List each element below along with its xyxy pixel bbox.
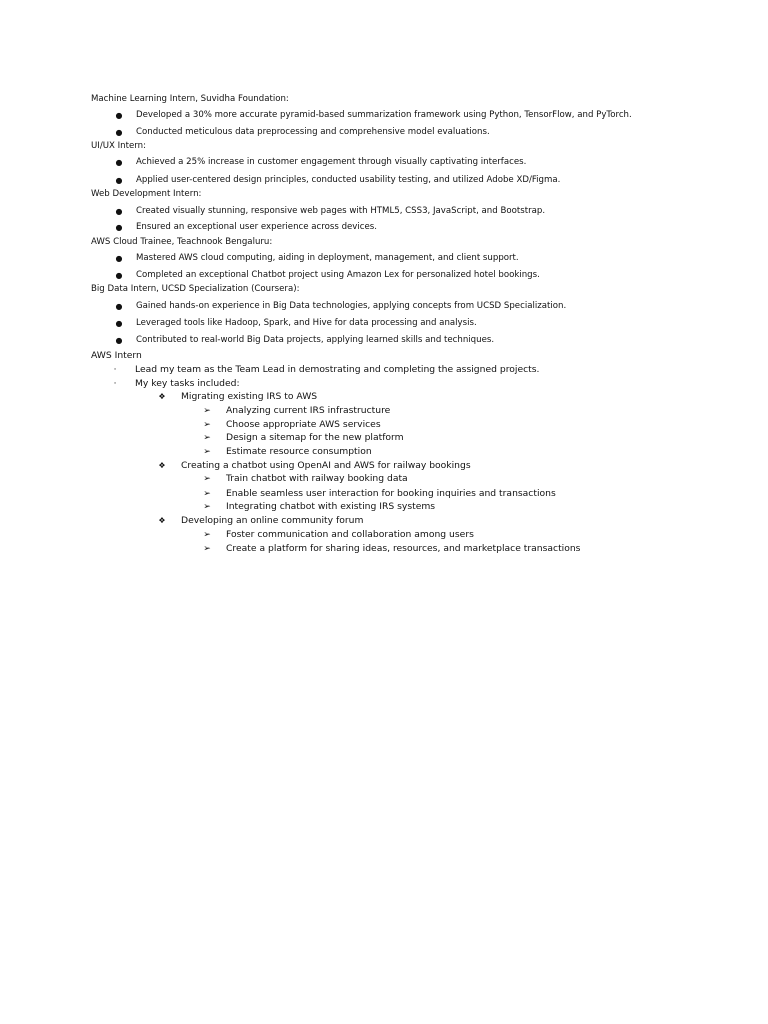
- bullet-small-icon: ·: [113, 379, 117, 389]
- list-item-text: Contributed to real-world Big Data projects, applying learned skills and techniques.: [136, 335, 495, 345]
- arrow-bullet-icon: ➢: [203, 502, 211, 512]
- section-title: UI/UX Intern:: [91, 141, 146, 151]
- arrow-bullet-icon: ➢: [203, 544, 211, 554]
- bullet-dot-icon: ●: [115, 319, 123, 328]
- list-item-text: Developed a 30% more accurate pyramid-based summarization framework using Python, TensorFlow, and PyTorch.: [136, 110, 632, 120]
- section-title: Web Development Intern:: [91, 189, 202, 199]
- section-title: AWS Intern: [91, 350, 142, 361]
- arrow-bullet-icon: ➢: [203, 420, 211, 430]
- arrow-bullet-icon: ➢: [203, 447, 211, 457]
- task-title: Developing an online community forum: [181, 515, 364, 526]
- bullet-dot-icon: ●: [115, 223, 123, 232]
- arrow-bullet-icon: ➢: [203, 406, 211, 416]
- section-title: AWS Cloud Trainee, Teachnook Bengaluru:: [91, 237, 273, 247]
- bullet-dot-icon: ●: [115, 158, 123, 167]
- bullet-small-icon: ·: [113, 365, 117, 375]
- section-title: Machine Learning Intern, Suvidha Foundation:: [91, 94, 289, 104]
- task-title: Migrating existing IRS to AWS: [181, 391, 318, 402]
- list-item-text: Lead my team as the Team Lead in demostrating and completing the assigned projects.: [135, 364, 540, 375]
- arrow-bullet-icon: ➢: [203, 474, 211, 484]
- list-item-text: My key tasks included:: [135, 378, 240, 389]
- list-item-text: Gained hands-on experience in Big Data technologies, applying concepts from UCSD Specialization.: [136, 301, 567, 311]
- step-text: Analyzing current IRS infrastructure: [226, 405, 391, 416]
- list-item-text: Created visually stunning, responsive web pages with HTML5, CSS3, JavaScript, and Bootstrap.: [136, 206, 546, 216]
- step-text: Enable seamless user interaction for booking inquiries and transactions: [226, 488, 556, 499]
- list-item-text: Completed an exceptional Chatbot project using Amazon Lex for personalized hotel bookings.: [136, 270, 540, 280]
- bullet-dot-icon: ●: [115, 128, 123, 137]
- bullet-dot-icon: ●: [115, 271, 123, 280]
- diamond-bullet-icon: ❖: [158, 516, 166, 525]
- list-item-text: Leveraged tools like Hadoop, Spark, and Hive for data processing and analysis.: [136, 318, 477, 328]
- step-text: Train chatbot with railway booking data: [226, 473, 408, 484]
- list-item-text: Conducted meticulous data preprocessing and comprehensive model evaluations.: [136, 127, 490, 137]
- step-text: Estimate resource consumption: [226, 446, 372, 457]
- step-text: Choose appropriate AWS services: [226, 419, 381, 430]
- task-title: Creating a chatbot using OpenAI and AWS for railway bookings: [181, 460, 471, 471]
- step-text: Create a platform for sharing ideas, resources, and marketplace transactions: [226, 543, 581, 554]
- step-text: Design a sitemap for the new platform: [226, 432, 404, 443]
- bullet-dot-icon: ●: [115, 302, 123, 311]
- section-title: Big Data Intern, UCSD Specialization (Coursera):: [91, 284, 300, 294]
- diamond-bullet-icon: ❖: [158, 392, 166, 401]
- arrow-bullet-icon: ➢: [203, 530, 211, 540]
- arrow-bullet-icon: ➢: [203, 433, 211, 443]
- step-text: Foster communication and collaboration among users: [226, 529, 474, 540]
- list-item-text: Ensured an exceptional user experience across devices.: [136, 222, 378, 232]
- diamond-bullet-icon: ❖: [158, 461, 166, 470]
- list-item-text: Achieved a 25% increase in customer engagement through visually captivating interfaces.: [136, 157, 527, 167]
- list-item-text: Applied user-centered design principles, conducted usability testing, and utilized Adobe XD/Figma.: [136, 175, 561, 185]
- list-item-text: Mastered AWS cloud computing, aiding in deployment, management, and client support.: [136, 253, 519, 263]
- step-text: Integrating chatbot with existing IRS systems: [226, 501, 436, 512]
- bullet-dot-icon: ●: [115, 336, 123, 345]
- bullet-dot-icon: ●: [115, 254, 123, 263]
- bullet-dot-icon: ●: [115, 176, 123, 185]
- arrow-bullet-icon: ➢: [203, 489, 211, 499]
- bullet-dot-icon: ●: [115, 207, 123, 216]
- bullet-dot-icon: ●: [115, 111, 123, 120]
